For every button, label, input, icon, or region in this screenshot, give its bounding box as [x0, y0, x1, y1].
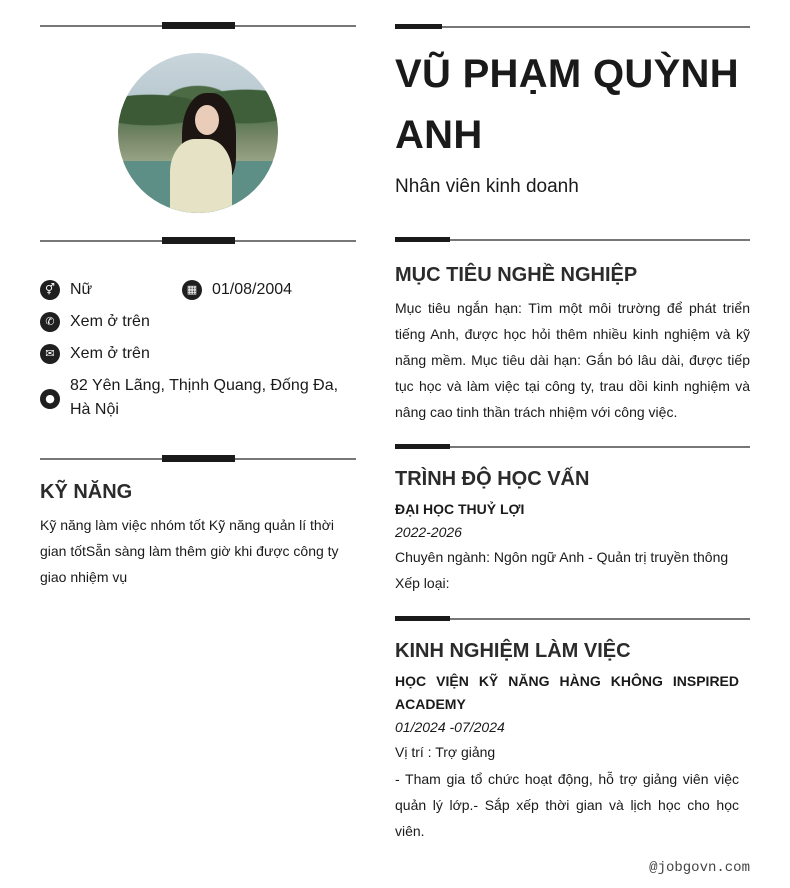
- email-icon: ✉: [40, 344, 60, 364]
- phone-icon: ✆: [40, 312, 60, 332]
- objective-title: MỤC TIÊU NGHỀ NGHIỆP: [395, 264, 638, 286]
- phone-value: Xem ở trên: [70, 313, 150, 330]
- experience-title: KINH NGHIỆM LÀM VIỆC: [395, 640, 631, 662]
- skills-divider: [40, 458, 356, 460]
- address-value: 82 Yên Lãng, Thịnh Quang, Đống Đa, Hà Nội: [70, 377, 339, 418]
- address-row: [40, 374, 356, 422]
- education-divider: [395, 446, 750, 448]
- footer-watermark: @jobgovn.com: [649, 860, 750, 876]
- skills-title: KỸ NĂNG: [40, 481, 133, 503]
- email-value: Xem ở trên: [70, 345, 150, 362]
- full-name: VŨ PHẠM QUỲNH ANH: [395, 52, 739, 157]
- school-name: ĐẠI HỌC THUỶ LỢI: [395, 501, 525, 517]
- experience-description: - Tham gia tổ chức hoạt động, hỗ trợ giảng viên việc quản lý lớp.- Sắp xếp thời gian và lịch học cho học viên.: [395, 771, 739, 839]
- education-title: TRÌNH ĐỘ HỌC VẤN: [395, 468, 590, 490]
- gender-value: Nữ: [70, 281, 93, 298]
- birthday-value: 01/08/2004: [212, 281, 293, 298]
- education-period: 2022-2026: [395, 524, 462, 540]
- experience-period: 01/2024 -07/2024: [395, 719, 505, 735]
- phone-row: [40, 310, 150, 334]
- experience-divider: [395, 618, 750, 620]
- email-row: [40, 342, 150, 366]
- gender-row: [40, 278, 92, 302]
- top-right-divider: [395, 26, 750, 28]
- gender-icon: ⚥: [40, 280, 60, 300]
- experience-position: Vị trí : Trợ giảng: [395, 744, 496, 760]
- avatar-divider: [40, 240, 356, 242]
- objective-text: Mục tiêu ngắn hạn: Tìm một môi trường để phát triển tiếng Anh, được học hỏi thêm nhiều kinh nghiệm và kỹ năng mềm. Mục tiêu dài hạn: Gắn bó lâu dài, được tiếp tục học và làm việc tại công ty, trau dồi kinh nghiệm và nâng cao tinh thần trách nhiệm với công việc.: [395, 300, 750, 420]
- education-major: Chuyên ngành: Ngôn ngữ Anh - Quản trị truyền thông: [395, 549, 729, 565]
- calendar-icon: ▦: [182, 280, 202, 300]
- education-rank: Xếp loại:: [395, 575, 450, 591]
- objective-divider: [395, 239, 750, 241]
- company-name: HỌC VIỆN KỸ NĂNG HÀNG KHÔNG INSPIRED ACADEMY: [395, 673, 739, 712]
- birthday-row: [182, 278, 292, 302]
- job-title: Nhân viên kinh doanh: [395, 176, 579, 197]
- location-icon: ●: [40, 389, 60, 409]
- skills-text: Kỹ năng làm việc nhóm tốt Kỹ năng quản lí thời gian tốtSẵn sàng làm thêm giờ khi được công ty giao nhiệm vụ: [40, 517, 339, 585]
- top-left-divider: [40, 25, 356, 27]
- avatar: [118, 53, 278, 213]
